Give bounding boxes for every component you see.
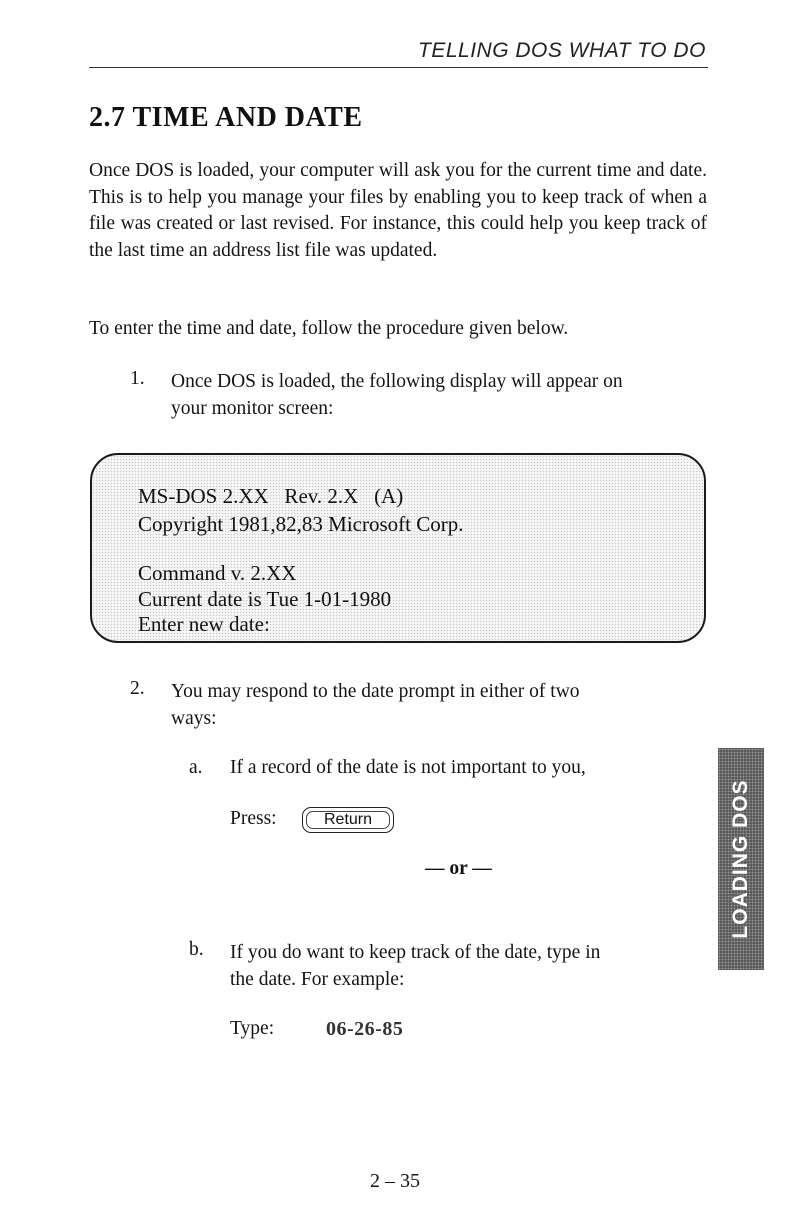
or-separator: — or — xyxy=(425,858,492,879)
option-a-text: If a record of the date is not important to you, xyxy=(230,757,586,778)
procedure-intro: To enter the time and date, follow the procedure given below. xyxy=(89,318,569,339)
option-b-text xyxy=(230,939,600,993)
step-1-text xyxy=(171,368,623,422)
screen-line-command: Command v. 2.XX xyxy=(138,561,297,585)
screen-line-prompt: Enter new date: xyxy=(138,612,270,636)
return-key xyxy=(302,807,394,833)
intro-paragraph: Once DOS is loaded, your computer will ask you for the current time and date. This is to help you manage your files by enabling you to keep track of when a file was created or last revised. For instance, this could help you keep track of the last time an address list file was updated. xyxy=(89,160,707,261)
step-1-number: 1. xyxy=(130,368,145,389)
step-2-line-2: ways: xyxy=(171,708,217,729)
option-b-label: b. xyxy=(189,939,204,960)
step-2-text xyxy=(171,678,580,732)
option-a-label: a. xyxy=(189,757,203,778)
step-2-number: 2. xyxy=(130,678,145,699)
example-date: 06-26-85 xyxy=(326,1018,404,1040)
running-header: TELLING DOS WHAT TO DO xyxy=(418,39,706,62)
option-b-line-2: the date. For example: xyxy=(230,969,405,990)
header-rule xyxy=(89,67,708,68)
screen-line-version: MS-DOS 2.XX Rev. 2.X (A) xyxy=(138,484,404,508)
step-2-line-1: You may respond to the date prompt in either of two xyxy=(171,681,580,702)
type-label: Type: xyxy=(230,1018,275,1039)
option-b-line-1: If you do want to keep track of the date, type in xyxy=(230,942,601,963)
step-1-line-1: Once DOS is loaded, the following display will appear on xyxy=(171,371,623,392)
section-title: 2.7 TIME AND DATE xyxy=(89,102,363,133)
press-label: Press: xyxy=(230,808,277,829)
screen-line-current-date: Current date is Tue 1-01-1980 xyxy=(138,587,392,611)
step-1-line-2: your monitor screen: xyxy=(171,398,334,419)
page-number: 2 – 35 xyxy=(370,1170,420,1192)
section-thumb-tab-label: LOADING DOS xyxy=(729,779,752,939)
screen-line-copyright: Copyright 1981,82,83 Microsoft Corp. xyxy=(138,512,464,536)
return-key-label: Return xyxy=(323,811,373,828)
